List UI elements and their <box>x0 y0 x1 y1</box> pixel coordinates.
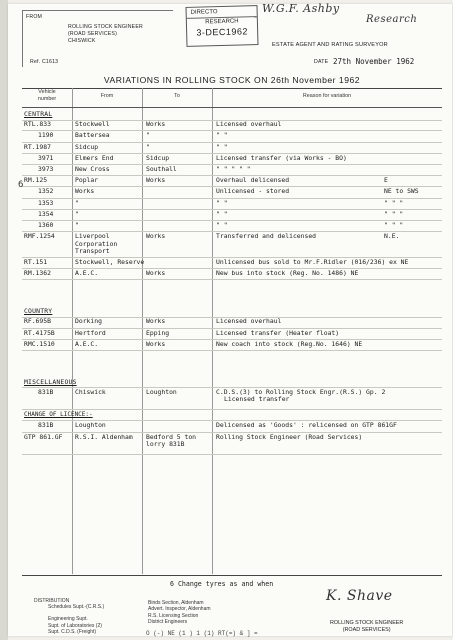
handwritten-annotation: W.G.F. Ashby <box>262 2 340 15</box>
from-location: Works <box>75 187 95 196</box>
from-location: " <box>75 209 79 218</box>
reason: Rolling Stock Engineer (Road Services) <box>216 432 363 441</box>
header-rule <box>22 107 442 108</box>
from-location: Loughton <box>75 421 106 430</box>
from-location: R.S.I. Aldenham <box>75 432 133 441</box>
date-label: DATE <box>314 59 329 65</box>
vehicle-number: 831B <box>38 387 54 396</box>
to-location: Southall <box>146 165 177 173</box>
to-location: Works <box>146 176 166 185</box>
from-location: " <box>75 198 79 207</box>
to-location: " <box>146 142 150 151</box>
stamp-middle: RESEARCH <box>205 18 239 26</box>
col-header-vehicle: Vehicle number <box>37 89 57 102</box>
vehicle-number: RMF.1254 <box>24 232 55 241</box>
reason-extra: " " " <box>384 209 404 218</box>
to-location: " <box>146 131 150 140</box>
col-header-to: To <box>174 93 180 99</box>
section-heading: COUNTRY <box>24 307 53 316</box>
reason: Licensed transfer (Heater float) <box>216 328 340 337</box>
to-location: Works <box>146 120 166 129</box>
distribution-col-2: Binds Section, Aldenham Advert. Inspector, Aldenham R.S. Licensing Section District Engineers <box>148 600 211 626</box>
reason-extra: " " " <box>384 221 404 229</box>
vehicle-number: RT.4175B <box>24 328 55 337</box>
reason-extra: NE to SWS <box>384 187 419 196</box>
reason: " " " " " <box>216 165 251 173</box>
vehicle-number: RTL.833 <box>24 120 51 129</box>
to-location: Works <box>146 339 166 348</box>
reason: C.D.S.(3) to Rolling Stock Engr.(R.S.) Gp. 2 <box>216 387 386 396</box>
vehicle-number: RT.1987 <box>24 142 51 151</box>
col-header-reason: Reason for variation <box>302 93 352 99</box>
vehicle-number: 1352 <box>38 187 54 196</box>
from-line-3: CHISWICK <box>68 38 96 44</box>
row-rule <box>22 209 442 210</box>
from-location: Elmers End <box>75 153 114 162</box>
from-location: " <box>75 221 79 229</box>
vehicle-number: 1354 <box>38 209 54 218</box>
from-location: Hertford <box>75 328 106 337</box>
document-title: VARIATIONS IN ROLLING STOCK ON 26th November 1962 <box>103 75 361 85</box>
reason: " " <box>216 221 228 229</box>
to-location: Works <box>146 232 166 241</box>
vehicle-number: RF.695B <box>24 317 51 326</box>
signature: K. Shave <box>326 588 393 604</box>
bottom-code: O (-) NE (1 ) 1 (1) RT(=) & ] = <box>146 630 258 637</box>
vehicle-number: 1360 <box>38 221 54 229</box>
vehicle-number: 3973 <box>38 165 54 173</box>
vehicle-number: 1190 <box>38 131 54 140</box>
from-line-2: (ROAD SERVICES) <box>68 31 118 37</box>
vehicle-number: 3971 <box>38 153 54 162</box>
reason: " " <box>216 142 228 151</box>
from-location: Poplar <box>75 176 99 185</box>
footnote: 6 Change tyres as and when <box>170 580 274 588</box>
reason-extra: E <box>384 176 388 185</box>
row-rule <box>22 279 442 280</box>
from-location: Chiswick <box>75 387 106 396</box>
to-location: Epping <box>146 328 170 337</box>
row-rule <box>22 350 442 351</box>
from-location: Sidcup <box>75 142 99 151</box>
section-heading: CENTRAL <box>24 110 53 118</box>
to-location: Works <box>146 317 166 326</box>
document-date: 27th November 1962 <box>333 57 415 66</box>
row-rule <box>22 454 442 455</box>
to-recipient: ESTATE AGENT AND RATING SURVEYOR <box>272 42 388 48</box>
to-location: Sidcup <box>146 153 170 162</box>
row-rule <box>22 409 442 410</box>
reason-continued: Licensed transfer <box>224 395 290 404</box>
reason: Licensed overhaul <box>216 317 282 326</box>
to-location: Loughton <box>146 387 177 396</box>
from-location: A.E.C. <box>75 269 99 278</box>
col-divider-3 <box>212 88 213 574</box>
distribution-label: DISTRIBUTION <box>34 598 70 604</box>
margin-mark: 6 <box>18 180 24 190</box>
to-location: Bedford 5 ton lorry 831B <box>146 432 197 449</box>
reason: New coach into stock (Reg.No. 1646) NE <box>216 339 363 348</box>
received-stamp <box>185 5 258 47</box>
reason: " " <box>216 198 228 207</box>
from-location: Stockwell, Reserve <box>75 257 145 266</box>
reason: Delicensed as 'Goods' : relicensed on GTP 861GF <box>216 421 397 430</box>
to-location: Works <box>146 269 166 278</box>
signatory-role: ROLLING STOCK ENGINEER (ROAD SERVICES) <box>330 620 404 633</box>
vehicle-number: 831B <box>38 421 54 430</box>
left-margin-edge <box>0 0 8 640</box>
reason: " " <box>216 209 228 218</box>
from-location: A.E.C. <box>75 339 99 348</box>
vehicle-number: GTP 861.GF <box>24 432 63 441</box>
from-line-1: ROLLING STOCK ENGINEER <box>68 24 143 30</box>
stamp-date: 3-DEC1962 <box>196 26 249 38</box>
reason: Transferred and delicensed <box>216 232 317 241</box>
col-divider-2 <box>142 88 143 574</box>
from-location: Battersea <box>75 131 110 140</box>
col-header-from: From <box>100 93 114 99</box>
reason: Overhaul delicensed <box>216 176 290 185</box>
reason: Unlicensed bus sold to Mr.F.Ridler (016/236) ex NE <box>216 257 409 266</box>
handwritten-annotation-sub: Research <box>366 14 418 25</box>
from-label: FROM <box>26 14 43 20</box>
vehicle-number: RT.151 <box>24 257 48 266</box>
reason: Licensed transfer (via Works - BO) <box>216 153 347 162</box>
distribution-col-1: Schedules Supt.-(C.R.S.) Engineering Supt. Supt. of Laboratories (2) Supt. C.D.S. (Freight) <box>48 604 105 636</box>
row-rule <box>22 198 442 199</box>
vehicle-number: RM.125 <box>24 176 48 185</box>
vehicle-number: 1353 <box>38 198 54 207</box>
reason: " " <box>216 131 228 140</box>
stamp-top: DIRECTO <box>187 6 257 19</box>
reason: Unlicensed - stored <box>216 187 290 196</box>
reference: Ref. C1613 <box>30 59 59 65</box>
reason-extra: " " " <box>384 198 404 207</box>
reason: Licensed overhaul <box>216 120 282 129</box>
col-divider-1 <box>72 88 73 574</box>
vehicle-number: CHANGE OF LICENCE:- <box>24 411 93 419</box>
from-location: Stockwell <box>75 120 110 129</box>
from-location: Dorking <box>75 317 102 326</box>
section-heading: MISCELLANEOUS <box>24 377 77 386</box>
vehicle-number: RMC.1510 <box>24 339 55 348</box>
from-location: Liverpool Corporation Transport <box>75 232 118 256</box>
vehicle-number: RM.1362 <box>24 269 51 278</box>
reason-extra: N.E. <box>384 232 400 241</box>
from-location: New Cross <box>75 165 110 173</box>
row-rule <box>22 220 442 221</box>
reason: New bus into stock (Reg. No. 1486) NE <box>216 269 359 278</box>
